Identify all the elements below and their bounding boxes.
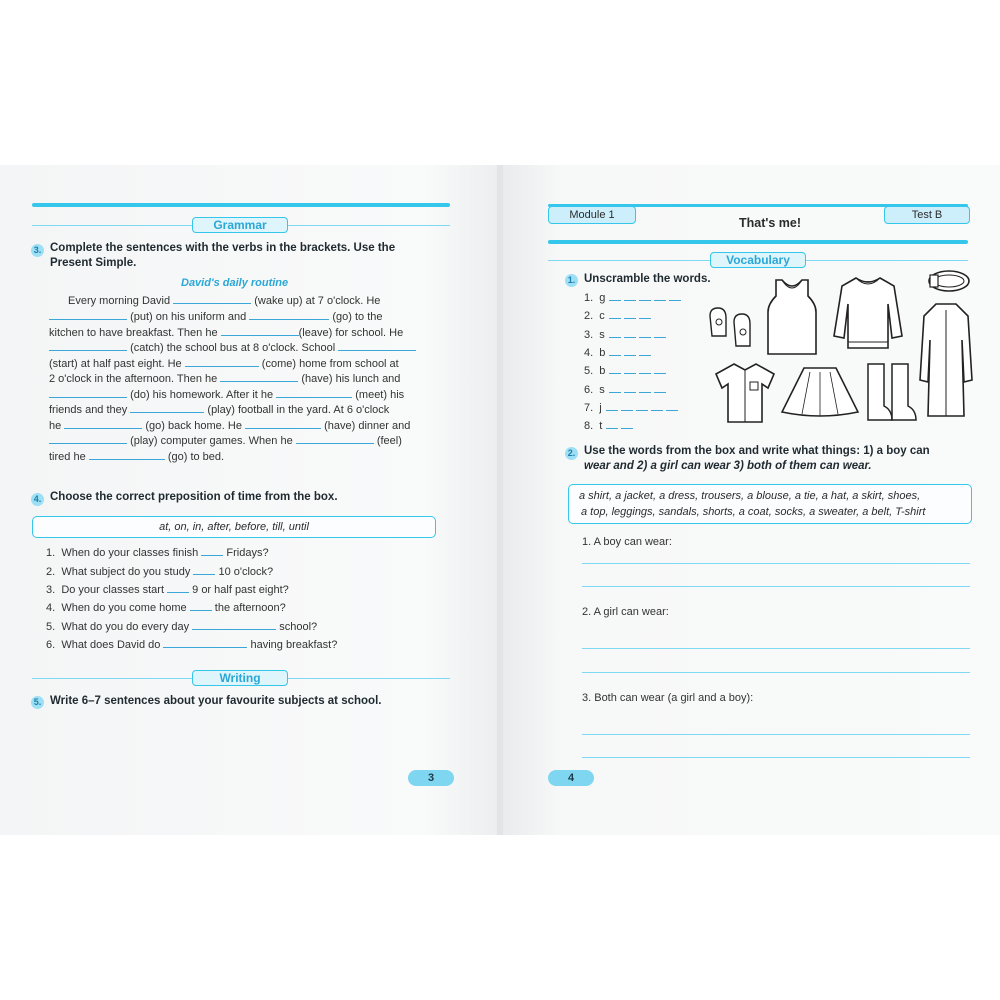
letter-blank[interactable] bbox=[624, 309, 636, 319]
letter-blank[interactable] bbox=[654, 291, 666, 301]
list-item: 1. When do your classes finish Fridays? bbox=[46, 547, 269, 559]
word-box bbox=[568, 484, 972, 524]
prompt-boy: 1. A boy can wear: bbox=[582, 536, 672, 548]
answer-blank[interactable] bbox=[167, 583, 189, 593]
story-title: David's daily routine bbox=[181, 277, 289, 289]
page-number: 4 bbox=[548, 770, 594, 786]
first-letter: t bbox=[599, 420, 603, 433]
answer-blank[interactable] bbox=[49, 310, 127, 320]
answer-blank[interactable] bbox=[192, 620, 276, 630]
letter-blank[interactable] bbox=[669, 291, 681, 301]
top-accent-bar bbox=[32, 203, 450, 207]
unscramble-item bbox=[584, 419, 636, 434]
item-number: 1. bbox=[584, 292, 594, 304]
list-item: 5. What do you do every day school? bbox=[46, 621, 318, 633]
item-number: 5. bbox=[584, 365, 594, 378]
letter-blank[interactable] bbox=[651, 401, 663, 411]
answer-blank[interactable] bbox=[163, 638, 247, 648]
letter-blank[interactable] bbox=[666, 401, 678, 411]
question-title: Unscramble the words. bbox=[584, 273, 711, 285]
story-line: 2 o'clock in the afternoon. Then he (have) his lunch and bbox=[49, 373, 401, 385]
letter-blank[interactable] bbox=[609, 346, 621, 356]
letter-blank[interactable] bbox=[606, 419, 618, 429]
answer-blank[interactable] bbox=[190, 601, 212, 611]
prompt-both: 3. Both can wear (a girl and a boy): bbox=[582, 692, 754, 704]
question-number: 2. bbox=[565, 447, 578, 460]
letter-blank[interactable] bbox=[609, 291, 621, 301]
answer-blank[interactable] bbox=[49, 341, 127, 351]
word-box bbox=[32, 516, 436, 538]
answer-blank[interactable] bbox=[245, 419, 321, 429]
letter-blank[interactable] bbox=[609, 309, 621, 319]
question-number: 3. bbox=[31, 244, 44, 257]
first-letter: b bbox=[599, 365, 606, 378]
unscramble-item bbox=[584, 401, 681, 416]
tank-top-icon bbox=[762, 278, 822, 358]
first-letter: b bbox=[599, 346, 606, 359]
mittens-icon bbox=[704, 306, 760, 352]
letter-blank[interactable] bbox=[621, 401, 633, 411]
story-line: kitchen to have breakfast. Then he (leave) for school. He bbox=[49, 327, 404, 339]
unscramble-item bbox=[584, 383, 669, 398]
answer-blank[interactable] bbox=[173, 294, 251, 304]
first-letter: c bbox=[599, 310, 605, 323]
letter-blank[interactable] bbox=[639, 291, 651, 301]
answer-blank[interactable] bbox=[201, 546, 223, 556]
letter-blank[interactable] bbox=[654, 383, 666, 393]
answer-blank[interactable] bbox=[64, 419, 142, 429]
letter-blank[interactable] bbox=[639, 383, 651, 393]
question-title: Write 6–7 sentences about your favourite subjects at school. bbox=[50, 695, 382, 707]
answer-blank[interactable] bbox=[49, 434, 127, 444]
story-line: friends and they (play) football in the yard. At 6 o'clock bbox=[49, 404, 390, 416]
letter-blank[interactable] bbox=[621, 419, 633, 429]
list-item: 2. What subject do you study 10 o'clock? bbox=[46, 566, 274, 578]
letter-blank[interactable] bbox=[624, 364, 636, 374]
first-letter: g bbox=[599, 292, 606, 304]
word-box-text: at, on, in, after, before, till, until bbox=[159, 521, 309, 533]
letter-blank[interactable] bbox=[609, 328, 621, 338]
answer-blank[interactable] bbox=[220, 372, 298, 382]
letter-blank[interactable] bbox=[639, 309, 651, 319]
letter-blank[interactable] bbox=[654, 328, 666, 338]
question-title: Use the words from the box and write what things: 1) a boy can bbox=[584, 445, 930, 457]
letter-blank[interactable] bbox=[639, 364, 651, 374]
answer-blank[interactable] bbox=[49, 388, 127, 398]
letter-blank[interactable] bbox=[639, 346, 651, 356]
item-number: 2. bbox=[584, 310, 594, 323]
section-label-grammar: Grammar bbox=[192, 217, 288, 233]
test-label: Test B bbox=[884, 206, 970, 224]
list-item: 3. Do your classes start 9 or half past eight? bbox=[46, 584, 289, 596]
answer-blank[interactable] bbox=[276, 388, 352, 398]
section-label-writing: Writing bbox=[192, 670, 288, 686]
answer-line[interactable] bbox=[582, 563, 970, 564]
answer-blank[interactable] bbox=[296, 434, 374, 444]
letter-blank[interactable] bbox=[624, 383, 636, 393]
first-letter: s bbox=[599, 328, 605, 341]
story-line: (put) on his uniform and (go) to the bbox=[49, 310, 383, 325]
word-box-text: a top, leggings, sandals, shorts, a coat, socks, a sweater, a belt, T-shirt bbox=[581, 506, 926, 518]
word-box-text: a shirt, a jacket, a dress, trousers, a blouse, a tie, a hat, a skirt, shoes, bbox=[579, 490, 921, 502]
module-label: Module 1 bbox=[548, 206, 636, 224]
shirt-icon bbox=[712, 362, 778, 424]
answer-line[interactable] bbox=[582, 672, 970, 673]
page-heading: That's me! bbox=[738, 216, 801, 230]
answer-blank[interactable] bbox=[193, 565, 215, 575]
answer-blank[interactable] bbox=[338, 341, 416, 351]
list-item: 4. When do you come home the afternoon? bbox=[46, 602, 286, 614]
letter-blank[interactable] bbox=[654, 364, 666, 374]
story-line: (start) at half past eight. He (come) home from school at bbox=[49, 358, 399, 370]
letter-blank[interactable] bbox=[609, 383, 621, 393]
page-number: 3 bbox=[408, 770, 454, 786]
item-number: 3. bbox=[584, 328, 594, 341]
letter-blank[interactable] bbox=[624, 328, 636, 338]
item-number: 8. bbox=[584, 420, 594, 433]
list-item: 6. What does David do having breakfast? bbox=[46, 639, 338, 651]
coat-icon bbox=[918, 300, 974, 420]
skirt-icon bbox=[780, 366, 860, 418]
first-letter: j bbox=[599, 401, 602, 414]
story-line: tired he (go) to bed. bbox=[49, 451, 225, 463]
answer-blank[interactable] bbox=[221, 326, 299, 336]
header-underline-bar bbox=[548, 240, 968, 244]
answer-line[interactable] bbox=[582, 648, 970, 649]
story-line: (play) computer games. When he (feel) bbox=[49, 434, 402, 449]
prompt-girl: 2. A girl can wear: bbox=[582, 606, 669, 618]
question-title: Present Simple. bbox=[50, 257, 137, 269]
story-line: Every morning David (wake up) at 7 o'clock. He bbox=[68, 295, 381, 307]
unscramble-item bbox=[584, 328, 669, 343]
unscramble-item bbox=[584, 364, 669, 379]
story-line: (do) his homework. After it he (meet) his bbox=[49, 388, 404, 403]
answer-blank[interactable] bbox=[249, 310, 329, 320]
item-number: 7. bbox=[584, 401, 594, 414]
question-title: Complete the sentences with the verbs in the brackets. Use the bbox=[50, 242, 396, 254]
first-letter: s bbox=[599, 383, 605, 396]
sweater-icon bbox=[832, 276, 904, 352]
question-number: 4. bbox=[31, 493, 44, 506]
question-title: Choose the correct preposition of time from the box. bbox=[50, 491, 338, 503]
question-number: 1. bbox=[565, 274, 578, 287]
answer-line[interactable] bbox=[582, 757, 970, 758]
section-label-vocabulary: Vocabulary bbox=[710, 252, 806, 268]
belt-icon bbox=[926, 266, 972, 296]
letter-blank[interactable] bbox=[639, 328, 651, 338]
boots-icon bbox=[862, 362, 922, 424]
unscramble-item bbox=[584, 346, 654, 361]
letter-blank[interactable] bbox=[624, 291, 636, 301]
item-number: 6. bbox=[584, 383, 594, 396]
story-line: he (go) back home. He (have) dinner and bbox=[49, 420, 411, 432]
book-spine bbox=[497, 165, 503, 835]
question-title: wear and 2) a girl can wear 3) both of them can wear. bbox=[584, 460, 872, 472]
letter-blank[interactable] bbox=[606, 401, 618, 411]
letter-blank[interactable] bbox=[624, 346, 636, 356]
answer-line[interactable] bbox=[582, 586, 970, 587]
story-line: (catch) the school bus at 8 o'clock. School bbox=[49, 341, 416, 356]
question-number: 5. bbox=[31, 696, 44, 709]
letter-blank[interactable] bbox=[609, 364, 621, 374]
letter-blank[interactable] bbox=[636, 401, 648, 411]
unscramble-item bbox=[584, 291, 684, 306]
item-number: 4. bbox=[584, 346, 594, 359]
answer-line[interactable] bbox=[582, 734, 970, 735]
answer-blank[interactable] bbox=[185, 357, 259, 367]
answer-blank[interactable] bbox=[130, 403, 204, 413]
answer-blank[interactable] bbox=[89, 450, 165, 460]
unscramble-item bbox=[584, 309, 654, 324]
